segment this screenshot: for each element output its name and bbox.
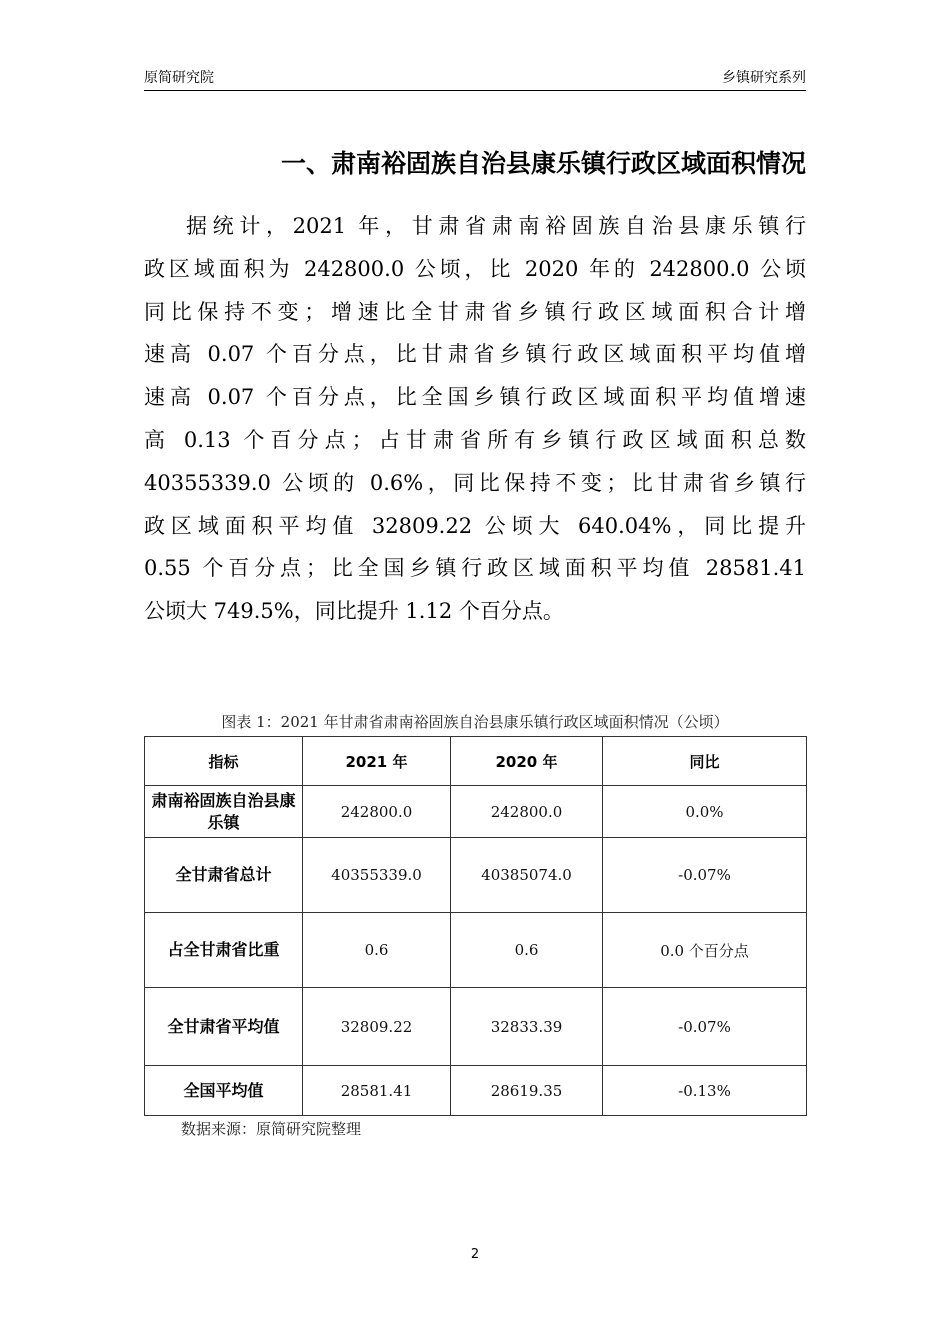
header-series-name: 乡镇研究系列: [722, 70, 806, 86]
header-cell-2021: 2021 年: [303, 737, 451, 786]
page-header: [144, 64, 806, 91]
value-2020: 40385074.0: [451, 838, 603, 913]
value-2021: 28581.41: [303, 1066, 451, 1116]
body-line: 据统计，2021 年，甘肃省肃南裕固族自治县康乐镇行: [186, 214, 806, 238]
value-2021: 32809.22: [303, 988, 451, 1066]
row-label: 占全甘肃省比重: [145, 913, 303, 988]
header-cell-indicator: 指标: [145, 737, 303, 786]
value-yoy: -0.07%: [603, 988, 807, 1066]
data-table: [144, 736, 807, 1116]
body-line: 0.55 个百分点；比全国乡镇行政区域面积平均值 28581.41: [144, 556, 806, 581]
table-row: [145, 988, 807, 1066]
value-yoy: 0.0%: [603, 786, 807, 838]
table-row: [145, 786, 807, 838]
value-2021: 242800.0: [303, 786, 451, 838]
body-line: 速高 0.07 个百分点，比全国乡镇行政区域面积平均值增速: [144, 385, 806, 410]
body-line: 同比保持不变；增速比全甘肃省乡镇行政区域面积合计增: [144, 299, 806, 324]
page-number: 2: [470, 1247, 480, 1262]
table-row: [145, 913, 807, 988]
body-line: 高 0.13 个百分点；占甘肃省所有乡镇行政区域面积总数: [144, 427, 806, 452]
body-paragraph: [144, 205, 806, 633]
value-2020: 28619.35: [451, 1066, 603, 1116]
value-2021: 40355339.0: [303, 838, 451, 913]
row-label: 全甘肃省平均值: [145, 988, 303, 1066]
value-2020: 242800.0: [451, 786, 603, 838]
table-header-row: [145, 737, 807, 786]
section-title: 一、肃南裕固族自治县康乐镇行政区域面积情况: [280, 149, 806, 178]
value-2020: 0.6: [451, 913, 603, 988]
value-yoy: -0.07%: [603, 838, 807, 913]
table-caption: 图表 1：2021 年甘肃省肃南裕固族自治县康乐镇行政区域面积情况（公顷）: [221, 713, 729, 731]
source-note: 数据来源：原简研究院整理: [181, 1120, 362, 1138]
header-cell-yoy: 同比: [603, 737, 807, 786]
body-line: 政区域面积为 242800.0 公顷，比 2020 年的 242800.0 公顷: [144, 256, 806, 281]
row-label: 全国平均值: [145, 1066, 303, 1116]
row-label: 全甘肃省总计: [145, 838, 303, 913]
value-yoy: 0.0 个百分点: [603, 913, 807, 988]
header-cell-2020: 2020 年: [451, 737, 603, 786]
body-line: 政区域面积平均值 32809.22 公顷大 640.04%，同比提升: [144, 513, 806, 538]
header-org-name: 原简研究院: [144, 70, 214, 86]
row-label: 肃南裕固族自治县康乐镇: [145, 786, 303, 838]
body-line: 速高 0.07 个百分点，比甘肃省乡镇行政区域面积平均值增: [144, 342, 806, 367]
value-2021: 0.6: [303, 913, 451, 988]
value-yoy: -0.13%: [603, 1066, 807, 1116]
value-2020: 32833.39: [451, 988, 603, 1066]
body-line: 40355339.0 公顷的 0.6%，同比保持不变；比甘肃省乡镇行: [144, 470, 806, 495]
table-row: [145, 838, 807, 913]
body-line: 公顷大 749.5%，同比提升 1.12 个百分点。: [144, 599, 564, 624]
table-row: [145, 1066, 807, 1116]
